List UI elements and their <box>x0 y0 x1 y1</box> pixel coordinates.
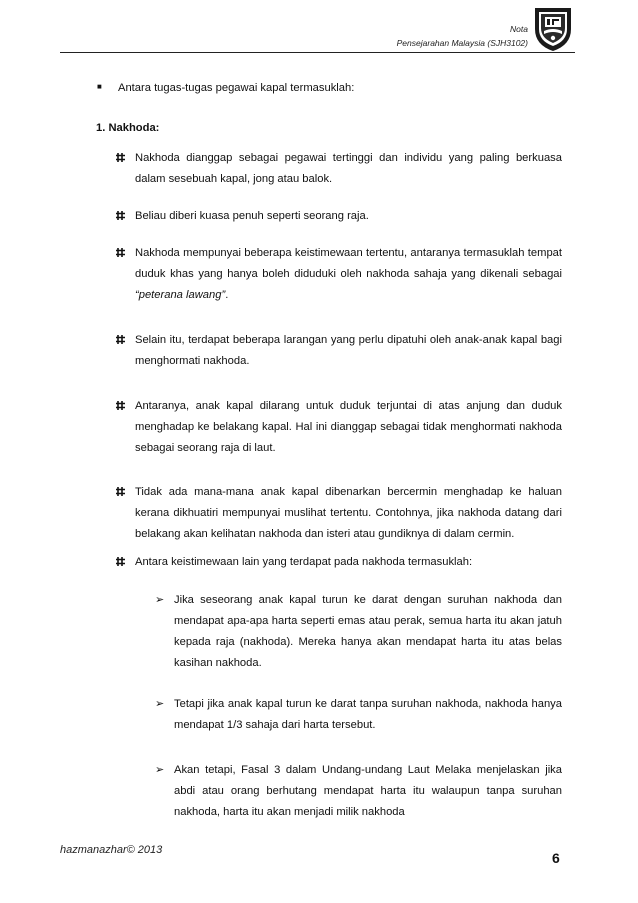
paragraph-text: Antaranya, anak kapal dilarang untuk duduk terjuntai di atas anjung dan duduk menghadap ke belakang kapal. Hal ini dianggap sebagai tidak menghormati nakhoda sebagai seorang raja di laut. <box>135 400 562 454</box>
paragraph-text: Nakhoda dianggap sebagai pegawai tertinggi dan individu yang paling berkuasa dalam sesebuah kapal, jong atau balok. <box>135 152 562 185</box>
paragraph-term: “peterana lawang” <box>135 289 226 301</box>
header-rule <box>60 52 575 53</box>
paragraph-text: Beliau diberi kuasa penuh seperti seorang raja. <box>135 210 369 222</box>
footer-author: hazmanazhar© 2013 <box>60 844 163 856</box>
lead-text: Antara tugas-tugas pegawai kapal termasuklah: <box>118 82 355 94</box>
page-number: 6 <box>552 850 560 866</box>
hash-bullet-icon <box>115 247 126 258</box>
header-text <box>397 22 528 50</box>
arrow-bullet-icon: ➢ <box>155 594 165 606</box>
paragraph <box>115 330 562 372</box>
paragraph <box>115 552 562 573</box>
sub-point <box>155 760 562 823</box>
paragraph <box>115 482 562 545</box>
hash-bullet-icon <box>115 486 126 497</box>
paragraph-text: Antara keistimewaan lain yang terdapat pada nakhoda termasuklah: <box>135 556 473 568</box>
paragraph-text: Tidak ada mana-mana anak kapal dibenarkan bercermin menghadap ke haluan kerana dikhuatiri mempunyai muslihat tertentu. Contohnya, jika nakhoda datang dari belakang akan kelihatan nakhoda dan isteri atau gundiknya di dalam cermin. <box>135 486 562 540</box>
square-bullet-icon: ■ <box>97 82 102 91</box>
sub-point-text: Jika seseorang anak kapal turun ke darat dengan suruhan nakhoda dan mendapat apa-apa harta seperti emas atau perak, semua harta itu akan jatuh kepada raja (nakhoda). Mereka hanya akan mendapat harta itu atas belas kasihan nakhoda. <box>174 594 562 669</box>
header-course: Pensejarahan Malaysia (SJH3102) <box>396 38 528 48</box>
hash-bullet-icon <box>115 210 126 221</box>
hash-bullet-icon <box>115 334 126 345</box>
section-title: 1. Nakhoda: <box>96 122 160 134</box>
sub-point-text: Tetapi jika anak kapal turun ke darat tanpa suruhan nakhoda, nakhoda hanya mendapat 1/3 sahaja dari harta tersebut. <box>174 698 562 731</box>
hash-bullet-icon <box>115 400 126 411</box>
arrow-bullet-icon: ➢ <box>155 764 165 776</box>
paragraph-text-main: Nakhoda mempunyai beberapa keistimewaan tertentu, antaranya termasuklah tempat duduk khas yang hanya boleh diduduki oleh nakhoda sahaja yang dikenali sebagai <box>135 247 562 280</box>
arrow-bullet-icon: ➢ <box>155 698 165 710</box>
paragraph <box>115 206 562 227</box>
crest-logo-icon <box>532 5 574 53</box>
paragraph-text: Selain itu, terdapat beberapa larangan yang perlu dipatuhi oleh anak-anak kapal bagi menghormati nakhoda. <box>135 334 562 367</box>
sub-point-text: Akan tetapi, Fasal 3 dalam Undang-undang Laut Melaka menjelaskan jika abdi atau orang berhutang mendapat harta itu walaupun tanpa suruhan nakhoda, harta itu akan menjadi milik nakhoda <box>174 764 562 818</box>
paragraph-text <box>135 243 562 306</box>
paragraph <box>115 243 562 306</box>
hash-bullet-icon <box>115 556 126 567</box>
hash-bullet-icon <box>115 152 126 163</box>
sub-point <box>155 694 562 736</box>
header-note: Nota <box>510 24 528 34</box>
paragraph-end: . <box>225 289 229 301</box>
paragraph <box>115 396 562 459</box>
sub-point <box>155 590 562 674</box>
paragraph <box>115 148 562 190</box>
